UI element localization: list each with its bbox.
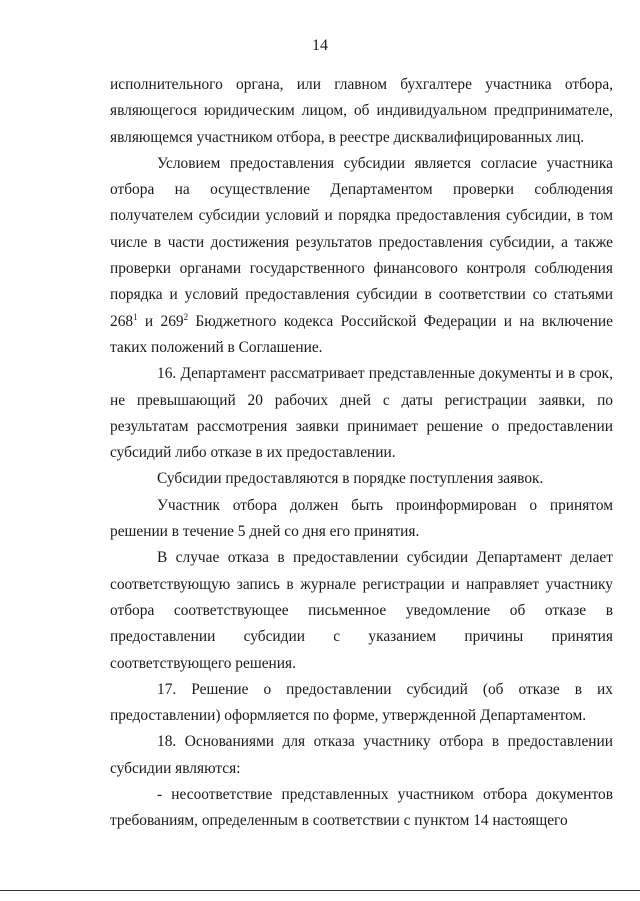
paragraph-notification: Участник отбора должен быть проинформирован о принятом решении в течение 5 дней со дня его принятия. bbox=[110, 496, 613, 541]
paragraph-subsidy-condition bbox=[110, 151, 613, 361]
document-body bbox=[110, 72, 613, 835]
page-number: 14 bbox=[312, 37, 328, 54]
superscript: 2 bbox=[183, 311, 189, 322]
paragraph-text: Бюджетного кодекса Российской Федерации и на включение таких положений в Соглашение. bbox=[110, 312, 613, 356]
paragraph-list-item: - несоответствие представленных участником отбора документов требованиям, определенным в соответствии с пунктом 14 настоящего bbox=[110, 786, 613, 830]
paragraph-text: Условием предоставления субсидии является согласие участника отбора на осуществление Департаментом проверки соблюдения получателем субсидии условий и порядка предоставления субсидии, в том числе в части достижения результатов предоставления субсидии, а также проверки органами государственного финансового контроля соблюдения порядка и условий предоставления субсидии в соответствии со статьями 268 bbox=[110, 154, 613, 330]
paragraph-refusal: В случае отказа в предоставлении субсидии Департамент делает соответствующую запись в журнале регистрации и направляет участнику отбора соответствующее письменное уведомление об отказе в предоставлении субсидии с указанием причины принятия соответствующего решения. bbox=[110, 549, 613, 672]
paragraph-item-16: 16. Департамент рассматривает представленные документы и в срок, не превышающий 20 рабочих дней с даты регистрации заявки, по результатам рассмотрения заявки принимает решение о предоставлении субсидий либо отказе в их предоставлении. bbox=[110, 365, 613, 462]
paragraph-item-17: 17. Решение о предоставлении субсидий (об отказе в их предоставлении) оформляется по форме, утвержденной Департаментом. bbox=[110, 680, 613, 725]
superscript: 1 bbox=[133, 311, 138, 322]
paragraph-text: и 269 bbox=[137, 312, 184, 330]
paragraph-order: Субсидии предоставляются в порядке поступления заявок. bbox=[157, 470, 544, 488]
paragraph-item-18: 18. Основаниями для отказа участнику отбора в предоставлении субсидии являются: bbox=[110, 733, 613, 777]
footer-divider bbox=[0, 890, 640, 891]
paragraph-continuation: исполнительного органа, или главном бухгалтере участника отбора, являющегося юридическим лицом, об индивидуальном предпринимателе, являющемся участником отбора, в реестре дисквалифицированных лиц. bbox=[110, 76, 613, 146]
